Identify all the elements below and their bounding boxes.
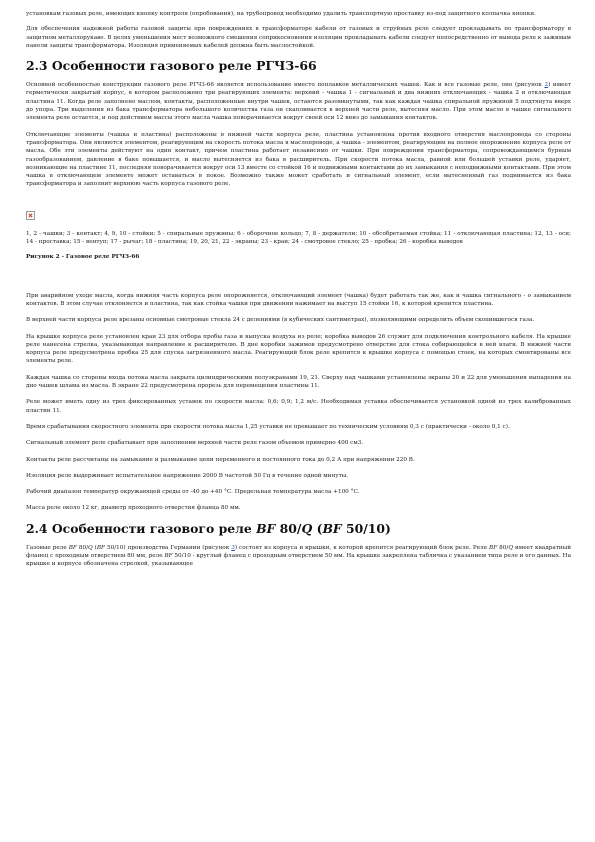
section-2-3-paragraph-12: Рабочий диапазон температур окружающей среды от -40 до +40 °С. Предельная температура масла +100 °С. bbox=[26, 489, 360, 496]
section-2-3-paragraph-6: Каждая чашка со стороны входа потока масла закрыта цилиндрическими полуэкранами 19, 21. Сверху над чашками установлены экраны 20 и 22 для уменьшения выпадения на дно чашек шлама из масла. В экране 22 предусмотрена прорезь для перемещения пластины 11. bbox=[26, 374, 571, 390]
spacer bbox=[26, 270, 571, 292]
figure-2-link[interactable]: 2 bbox=[544, 82, 549, 89]
section-2-4-paragraph-1: Газовые реле BF 80/Q (BF 50/10) производства Германии (рисунок 3) состоят из корпуса и крышки, к которой крепится реагирующий блок реле. Реле BF 80/Q имеет квадратный фланец с проходным отверстием 80 мм, реле BF 50/10 - круглый фланец с проходным отверстием 50 мм. На крышке закреплена табличка с указанием типа реле и его данных. На крышке и корпусе обозначена стрелкой, указывающее bbox=[26, 544, 571, 568]
section-2-3-paragraph-2: Отключающие элементы (чашка и пластина) расположены в нижней части корпуса реле, пластина установлена против входного отверстия маслопровода со стороны трансформатора. Они являются элементом, реагирующим на скорость потока масла в маслопроводе, а чашка - элементом, реагирующим на полное опорожнение корпуса реле от масла. Обе эти элементы действуют на один контакт, причем пластина работает независимо от чашки. При повреждении трансформатора, сопровождающимся бурным газообразованием, давление в баке повышается, и масло вытесняется из бака в расширитель. При скорости потока масла, равной или большей уставки реле, ударяет, возникающие на пластине 11, последняя поворачивается вокруг оси 13 вместе со стойкой 16 и подвижными контактами до их замыкания с неподвижными контактами. При этом чашка в отключающем элементе может оставаться в покое. Возможно также может сработать и сигнальный элемент, если вытесненный газ поднимается из бака трансформатора и заполнит верхнюю часть корпуса газового реле. bbox=[26, 131, 571, 188]
section-2-3-paragraph-8: Время срабатывания скоростного элемента при скорости потока масла 1,25 уставки не превышает по техническим условиям 0,3 с (практически - около 0,1 с). bbox=[26, 423, 510, 430]
section-2-3-paragraph-3: При аварийном уходе масла, когда нижняя часть корпуса реле опорожняется, отключающий элемент (чашка) будет работать так же, как и чашка сигнального - о замыканием контактов. В этом случае отклоняется и пластина, так как стойка чашки при движении нажимает на выступ 15 стойки 16, к которой крепится пластина. bbox=[26, 292, 571, 307]
section-2-3-paragraph-10: Контакты реле рассчитаны на замыкание и размыкание цепи переменного и постоянного тока до 0,2 А при напряжении 220 В. bbox=[26, 456, 415, 463]
section-heading-2-3: 2.3 Особенности газового реле РГЧЗ-66 bbox=[26, 58, 317, 74]
section-2-3-paragraph-7: Реле может иметь одну из трех фиксированных уставок по скорости масла: 0,6; 0,9; 1,2 м/с. Необходимая уставка обеспечивается установкой одной из трех калиброванных пластин 11. bbox=[26, 399, 571, 414]
figure-2-caption: Рисунок 2 - Газовое реле РГЧЗ-66 bbox=[26, 254, 140, 261]
section-heading-2-4: 2.4 Особенности газового реле BF 80/Q (BF 50/10) bbox=[26, 520, 391, 536]
section-2-3-paragraph-4: В верхней части корпуса реле врезаны основные смотровые стекла 24 с делениями (в кубических сантиметрах), позволяющими определить объем скопившегося газа. bbox=[26, 317, 535, 324]
intro-paragraph-2: Для обеспечения надежной работы газовой защиты при повреждениях в трансформаторе кабели от газовых и струйных реле следует прокладывать по трансформатору в защитном металлорукаве. В целях уменьшения мест возможного смешения соприкосновения изоляции прокладывать кабели следует непосредственно от вывода реле к зажимам панели защиты трансформатора. Изоляция применяемых кабелей должна быть маслостойкой. bbox=[26, 26, 571, 49]
section-2-3-paragraph-11: Изоляция реле выдерживает испытательное напряжение 2000 В частотой 50 Гц в течение одной минуты. bbox=[26, 472, 349, 479]
section-2-3-paragraph-13: Масса реле около 12 кг, диаметр проходного отверстия фланца 80 мм. bbox=[26, 505, 241, 512]
section-2-3-paragraph-1: Основной особенностью конструкции газового реле РГЧЗ-66 является использование вместо поплавков металлических чашек. Как и все газовые реле, оно (рисунок 2) имеет герметически закрытый корпус, в котором расположено три реагирующих элемента: верхний - чашка 1 - сигнальный и два нижних отключающих - чашка 2 и отключающая пластина 11. Когда реле заполнено маслом, контакты, расположенные внутри чашек, остаются разомкнутыми, так как каждая чашка спиральной пружиной 5 подтянута вверх до упора. Три выделения из бака трансформатора небольшого количества газа он скапливается в верхней части реле, вытесняя масло. При этом масло в чашке сигнального элемента реле остается, и под действием массы этого масла чашка поворачивается вокруг своей оси 12 вниз до замыкания контактов. bbox=[26, 82, 571, 122]
section-2-3-paragraph-9: Сигнальный элемент реле срабатывает при заполнении верхней части реле газом объемом примерно 400 см3. bbox=[26, 440, 364, 447]
broken-image-icon bbox=[26, 211, 35, 220]
intro-paragraph-1: установкам газовых реле, имеющих кнопку контроля (опробования), на трубопровод необходимо удалить транспортную проставку из-под защитного колпачка кнопки. bbox=[26, 11, 536, 17]
section-2-3-paragraph-5: На крышке корпуса реле установлен кран 23 для отбора пробы газа и выпуска воздуха из реле; коробка выводов 26 служит для подключения контрольного кабеля. На крышке реле нанесена стрелка, указывающая направление к расширителю. В дне коробки зажимов предусмотрено отверстие для стока собирающейся в ней влаги. В нижней части корпуса реле предусмотрена пробка 25 для спуска загрязненного масла. Реагирующий блок реле крепится к крышке корпуса с помощью стоек, на которых смонтированы все элементы реле. bbox=[26, 333, 571, 365]
figure-3-link[interactable]: 3 bbox=[231, 544, 235, 551]
figure-2-legend: 1, 2 - чашки; 3 - контакт; 4, 9, 10 - стойки; 5 - спиральные пружины; 6 - оборочное кольцо; 7, 8 - держатели; 10 - обсобретаемая стойка; 11 - отключающая пластина; 12, 13 - оси; 14 - проставка; 15 - вентуп; 17 - рычаг; 18 - пластина; 19, 20, 21, 22 - экраны; 23 - кран; 24 - смотровое стекло; 25 - пробка; 26 - коробка выводов bbox=[26, 230, 571, 246]
